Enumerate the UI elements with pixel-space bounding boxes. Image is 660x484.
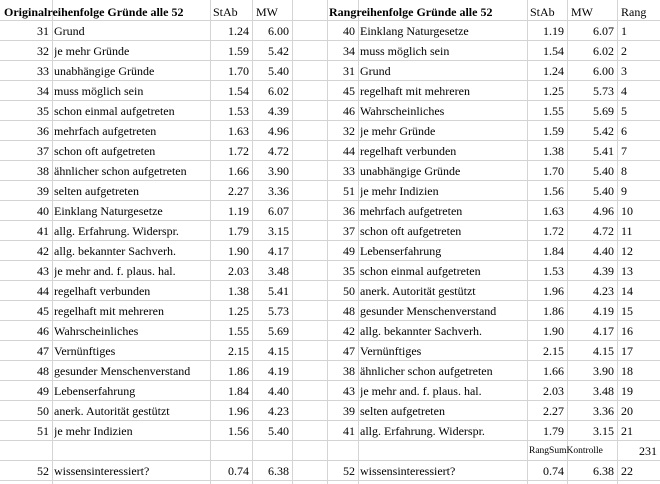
column-gridline xyxy=(292,0,293,484)
right-row-number[interactable]: 37 xyxy=(343,224,355,238)
right-row-rang[interactable]: 4 xyxy=(621,84,627,98)
left-row-number[interactable]: 34 xyxy=(37,84,49,98)
right-row-mw[interactable]: 4.23 xyxy=(593,284,614,298)
left-row-label[interactable]: Grund xyxy=(54,24,85,38)
right-row-number[interactable]: 39 xyxy=(343,404,355,418)
right-row-mw[interactable]: 6.00 xyxy=(593,64,614,78)
right-row-label[interactable]: Grund xyxy=(360,64,391,78)
right-row-number[interactable]: 46 xyxy=(343,104,355,118)
right-row-mw[interactable]: 4.40 xyxy=(593,244,614,258)
left-row-number[interactable]: 46 xyxy=(37,324,49,338)
right-row-label[interactable]: regelhaft verbunden xyxy=(360,144,457,158)
right-row-mw[interactable]: 4.17 xyxy=(593,324,614,338)
left-row-number[interactable]: 44 xyxy=(37,284,49,298)
right-row-stab[interactable]: 1.38 xyxy=(543,144,564,158)
right-row-stab[interactable]: 1.96 xyxy=(543,284,564,298)
column-gridline xyxy=(210,0,211,484)
left-row-number[interactable]: 31 xyxy=(37,24,49,38)
column-gridline xyxy=(52,0,53,484)
right-header-mw[interactable]: MW xyxy=(571,5,593,19)
right-row-number[interactable]: 33 xyxy=(343,164,355,178)
left-header-stab[interactable]: StAb xyxy=(213,5,238,19)
left-row-stab[interactable]: 1.96 xyxy=(228,404,249,418)
left-row-label[interactable]: anerk. Autorität gestützt xyxy=(54,404,170,418)
left-row-label[interactable]: schon einmal aufgetreten xyxy=(54,104,175,118)
left-row-stab[interactable]: 1.54 xyxy=(228,84,249,98)
right-row-mw[interactable]: 4.39 xyxy=(593,264,614,278)
left-row-number[interactable]: 38 xyxy=(37,164,49,178)
left-row-stab[interactable]: 1.24 xyxy=(228,24,249,38)
footer-right-stab[interactable]: 0.74 xyxy=(543,464,564,478)
left-row-number[interactable]: 48 xyxy=(37,364,49,378)
right-row-stab[interactable]: 1.24 xyxy=(543,64,564,78)
right-row-stab[interactable]: 1.55 xyxy=(543,104,564,118)
right-row-number[interactable]: 36 xyxy=(343,204,355,218)
left-row-number[interactable]: 51 xyxy=(37,424,49,438)
right-row-label[interactable]: regelhaft mit mehreren xyxy=(360,84,470,98)
right-row-mw[interactable]: 6.02 xyxy=(593,44,614,58)
left-row-mw[interactable]: 4.40 xyxy=(268,384,289,398)
right-row-number[interactable]: 49 xyxy=(343,244,355,258)
right-row-mw[interactable]: 5.69 xyxy=(593,104,614,118)
left-row-label[interactable]: schon oft aufgetreten xyxy=(54,144,156,158)
left-table-title[interactable]: Originalreihenfolge Gründe alle 52 xyxy=(4,5,184,19)
right-row-stab[interactable]: 2.15 xyxy=(543,344,564,358)
left-row-number[interactable]: 49 xyxy=(37,384,49,398)
left-row-label[interactable]: regelhaft mit mehreren xyxy=(54,304,164,318)
right-row-rang[interactable]: 9 xyxy=(621,184,627,198)
right-table-title[interactable]: Rangreihenfolge Gründe alle 52 xyxy=(329,5,493,19)
left-row-number[interactable]: 39 xyxy=(37,184,49,198)
left-row-mw[interactable]: 4.19 xyxy=(268,364,289,378)
right-row-stab[interactable]: 1.56 xyxy=(543,184,564,198)
right-row-number[interactable]: 31 xyxy=(343,64,355,78)
right-row-rang[interactable]: 5 xyxy=(621,104,627,118)
right-row-number[interactable]: 38 xyxy=(343,364,355,378)
right-row-mw[interactable]: 5.42 xyxy=(593,124,614,138)
left-row-stab[interactable]: 1.25 xyxy=(228,304,249,318)
left-row-stab[interactable]: 1.59 xyxy=(228,44,249,58)
right-row-rang[interactable]: 8 xyxy=(621,164,627,178)
right-row-label[interactable]: schon oft aufgetreten xyxy=(360,224,462,238)
footer-left-mw[interactable]: 6.38 xyxy=(268,464,289,478)
footer-right-label[interactable]: wissensinteressiert? xyxy=(360,464,456,478)
right-row-stab[interactable]: 1.72 xyxy=(543,224,564,238)
right-row-mw[interactable]: 3.48 xyxy=(593,384,614,398)
right-row-rang[interactable]: 17 xyxy=(621,344,633,358)
right-row-rang[interactable]: 1 xyxy=(621,24,627,38)
right-row-mw[interactable]: 5.73 xyxy=(593,84,614,98)
left-row-mw[interactable]: 3.15 xyxy=(268,224,289,238)
left-row-label[interactable]: muss möglich sein xyxy=(54,84,144,98)
right-row-number[interactable]: 44 xyxy=(343,144,355,158)
right-row-stab[interactable]: 1.79 xyxy=(543,424,564,438)
right-row-stab[interactable]: 1.19 xyxy=(543,24,564,38)
right-row-rang[interactable]: 2 xyxy=(621,44,627,58)
right-row-number[interactable]: 50 xyxy=(343,284,355,298)
left-row-stab[interactable]: 1.55 xyxy=(228,324,249,338)
right-row-rang[interactable]: 16 xyxy=(621,324,633,338)
right-row-rang[interactable]: 19 xyxy=(621,384,633,398)
left-row-mw[interactable]: 4.15 xyxy=(268,344,289,358)
right-row-stab[interactable]: 1.90 xyxy=(543,324,564,338)
left-row-mw[interactable]: 5.41 xyxy=(268,284,289,298)
right-row-rang[interactable]: 15 xyxy=(621,304,633,318)
left-row-mw[interactable]: 5.40 xyxy=(268,424,289,438)
right-row-stab[interactable]: 1.53 xyxy=(543,264,564,278)
right-row-label[interactable]: Vernünftiges xyxy=(360,344,422,358)
right-row-stab[interactable]: 1.54 xyxy=(543,44,564,58)
right-row-stab[interactable]: 1.59 xyxy=(543,124,564,138)
left-row-mw[interactable]: 6.00 xyxy=(268,24,289,38)
right-row-label[interactable]: ähnlicher schon aufgetreten xyxy=(360,364,493,378)
right-row-rang[interactable]: 3 xyxy=(621,64,627,78)
right-row-number[interactable]: 41 xyxy=(343,424,355,438)
right-row-mw[interactable]: 3.36 xyxy=(593,404,614,418)
left-row-mw[interactable]: 4.39 xyxy=(268,104,289,118)
right-row-stab[interactable]: 1.63 xyxy=(543,204,564,218)
left-row-label[interactable]: je mehr Indizien xyxy=(54,424,133,438)
right-row-mw[interactable]: 4.15 xyxy=(593,344,614,358)
rangsum-value[interactable]: 231 xyxy=(639,444,657,458)
right-row-stab[interactable]: 1.25 xyxy=(543,84,564,98)
left-row-stab[interactable]: 1.63 xyxy=(228,124,249,138)
left-row-number[interactable]: 43 xyxy=(37,264,49,278)
left-row-mw[interactable]: 5.42 xyxy=(268,44,289,58)
right-row-rang[interactable]: 10 xyxy=(621,204,633,218)
left-row-label[interactable]: gesunder Menschenverstand xyxy=(54,364,191,378)
left-row-stab[interactable]: 2.03 xyxy=(228,264,249,278)
right-row-mw[interactable]: 6.07 xyxy=(593,24,614,38)
left-row-label[interactable]: allg. Erfahrung. Widerspr. xyxy=(54,224,179,238)
left-row-mw[interactable]: 4.72 xyxy=(268,144,289,158)
left-row-mw[interactable]: 5.69 xyxy=(268,324,289,338)
right-row-label[interactable]: allg. Erfahrung. Widerspr. xyxy=(360,424,485,438)
right-row-mw[interactable]: 3.15 xyxy=(593,424,614,438)
column-gridline xyxy=(617,0,618,484)
right-row-label[interactable]: mehrfach aufgetreten xyxy=(360,204,463,218)
left-row-stab[interactable]: 2.15 xyxy=(228,344,249,358)
right-row-rang[interactable]: 14 xyxy=(621,284,633,298)
right-row-rang[interactable]: 6 xyxy=(621,124,627,138)
left-row-label[interactable]: Einklang Naturgesetze xyxy=(54,204,163,218)
right-row-label[interactable]: allg. bekannter Sachverh. xyxy=(360,324,482,338)
left-row-stab[interactable]: 1.79 xyxy=(228,224,249,238)
column-gridline xyxy=(567,0,568,484)
right-row-label[interactable]: je mehr Indizien xyxy=(360,184,439,198)
left-row-number[interactable]: 36 xyxy=(37,124,49,138)
left-row-label[interactable]: Lebenserfahrung xyxy=(54,384,136,398)
left-row-mw[interactable]: 6.07 xyxy=(268,204,289,218)
left-row-label[interactable]: selten aufgetreten xyxy=(54,184,139,198)
footer-left-label[interactable]: wissensinteressiert? xyxy=(54,464,150,478)
right-row-number[interactable]: 47 xyxy=(343,344,355,358)
right-row-number[interactable]: 40 xyxy=(343,24,355,38)
right-row-mw[interactable]: 3.90 xyxy=(593,364,614,378)
right-row-mw[interactable]: 4.19 xyxy=(593,304,614,318)
left-row-stab[interactable]: 1.38 xyxy=(228,284,249,298)
left-row-mw[interactable]: 4.17 xyxy=(268,244,289,258)
right-row-mw[interactable]: 4.96 xyxy=(593,204,614,218)
right-row-mw[interactable]: 5.40 xyxy=(593,164,614,178)
footer-left-number[interactable]: 52 xyxy=(37,464,49,478)
footer-left-stab[interactable]: 0.74 xyxy=(228,464,249,478)
left-row-mw[interactable]: 3.36 xyxy=(268,184,289,198)
left-row-number[interactable]: 37 xyxy=(37,144,49,158)
left-row-stab[interactable]: 1.19 xyxy=(228,204,249,218)
footer-right-number[interactable]: 52 xyxy=(343,464,355,478)
right-row-number[interactable]: 43 xyxy=(343,384,355,398)
left-row-mw[interactable]: 3.48 xyxy=(268,264,289,278)
left-row-number[interactable]: 33 xyxy=(37,64,49,78)
right-row-stab[interactable]: 2.27 xyxy=(543,404,564,418)
left-row-label[interactable]: Wahrscheinliches xyxy=(54,324,139,338)
left-row-stab[interactable]: 2.27 xyxy=(228,184,249,198)
right-row-rang[interactable]: 21 xyxy=(621,424,633,438)
right-row-mw[interactable]: 5.40 xyxy=(593,184,614,198)
right-row-label[interactable]: selten aufgetreten xyxy=(360,404,445,418)
right-row-rang[interactable]: 7 xyxy=(621,144,627,158)
right-row-label[interactable]: je mehr Gründe xyxy=(360,124,436,138)
right-row-stab[interactable]: 1.66 xyxy=(543,364,564,378)
rangsum-label[interactable]: RangSumKontrolle xyxy=(529,446,603,456)
left-row-number[interactable]: 40 xyxy=(37,204,49,218)
right-row-rang[interactable]: 18 xyxy=(621,364,633,378)
left-row-mw[interactable]: 4.23 xyxy=(268,404,289,418)
left-row-mw[interactable]: 5.73 xyxy=(268,304,289,318)
right-row-number[interactable]: 45 xyxy=(343,84,355,98)
right-row-number[interactable]: 34 xyxy=(343,44,355,58)
right-row-stab[interactable]: 1.86 xyxy=(543,304,564,318)
right-row-stab[interactable]: 1.70 xyxy=(543,164,564,178)
right-row-number[interactable]: 32 xyxy=(343,124,355,138)
left-row-mw[interactable]: 4.96 xyxy=(268,124,289,138)
right-row-label[interactable]: unabhängige Gründe xyxy=(360,164,461,178)
right-row-stab[interactable]: 2.03 xyxy=(543,384,564,398)
right-row-rang[interactable]: 12 xyxy=(621,244,633,258)
footer-right-mw[interactable]: 6.38 xyxy=(593,464,614,478)
left-row-stab[interactable]: 1.72 xyxy=(228,144,249,158)
column-gridline xyxy=(327,0,328,484)
left-row-mw[interactable]: 6.02 xyxy=(268,84,289,98)
right-row-number[interactable]: 42 xyxy=(343,324,355,338)
left-row-stab[interactable]: 1.70 xyxy=(228,64,249,78)
left-row-mw[interactable]: 3.90 xyxy=(268,164,289,178)
left-row-number[interactable]: 42 xyxy=(37,244,49,258)
left-row-label[interactable]: je mehr Gründe xyxy=(54,44,130,58)
left-header-mw[interactable]: MW xyxy=(256,5,278,19)
left-row-number[interactable]: 32 xyxy=(37,44,49,58)
left-row-stab[interactable]: 1.90 xyxy=(228,244,249,258)
left-row-stab[interactable]: 1.66 xyxy=(228,164,249,178)
right-row-label[interactable]: Einklang Naturgesetze xyxy=(360,24,469,38)
right-row-label[interactable]: je mehr and. f. plaus. hal. xyxy=(360,384,482,398)
left-row-mw[interactable]: 5.40 xyxy=(268,64,289,78)
right-row-label[interactable]: muss möglich sein xyxy=(360,44,450,58)
right-row-label[interactable]: gesunder Menschenverstand xyxy=(360,304,497,318)
left-row-stab[interactable]: 1.84 xyxy=(228,384,249,398)
right-row-rang[interactable]: 13 xyxy=(621,264,633,278)
left-row-number[interactable]: 35 xyxy=(37,104,49,118)
left-row-label[interactable]: allg. bekannter Sachverh. xyxy=(54,244,176,258)
right-row-label[interactable]: Wahrscheinliches xyxy=(360,104,445,118)
column-gridline xyxy=(358,0,359,484)
right-row-label[interactable]: schon einmal aufgetreten xyxy=(360,264,481,278)
right-row-rang[interactable]: 20 xyxy=(621,404,633,418)
right-row-label[interactable]: Lebenserfahrung xyxy=(360,244,442,258)
left-row-stab[interactable]: 1.56 xyxy=(228,424,249,438)
column-gridline xyxy=(252,0,253,484)
left-row-label[interactable]: regelhaft verbunden xyxy=(54,284,151,298)
left-row-stab[interactable]: 1.86 xyxy=(228,364,249,378)
left-row-number[interactable]: 50 xyxy=(37,404,49,418)
left-row-number[interactable]: 45 xyxy=(37,304,49,318)
footer-right-rang[interactable]: 22 xyxy=(621,464,633,478)
left-row-label[interactable]: mehrfach aufgetreten xyxy=(54,124,157,138)
right-row-number[interactable]: 48 xyxy=(343,304,355,318)
left-row-label[interactable]: ähnlicher schon aufgetreten xyxy=(54,164,187,178)
right-row-number[interactable]: 35 xyxy=(343,264,355,278)
right-row-stab[interactable]: 1.84 xyxy=(543,244,564,258)
right-header-rang[interactable]: Rang xyxy=(621,5,647,19)
column-gridline xyxy=(527,0,528,484)
right-header-stab[interactable]: StAb xyxy=(530,5,555,19)
left-row-label[interactable]: je mehr and. f. plaus. hal. xyxy=(54,264,176,278)
left-row-label[interactable]: Vernünftiges xyxy=(54,344,116,358)
left-row-number[interactable]: 41 xyxy=(37,224,49,238)
right-row-mw[interactable]: 5.41 xyxy=(593,144,614,158)
left-row-stab[interactable]: 1.53 xyxy=(228,104,249,118)
right-row-rang[interactable]: 11 xyxy=(621,224,633,238)
right-row-mw[interactable]: 4.72 xyxy=(593,224,614,238)
left-row-label[interactable]: unabhängige Gründe xyxy=(54,64,155,78)
right-row-number[interactable]: 51 xyxy=(343,184,355,198)
right-row-label[interactable]: anerk. Autorität gestützt xyxy=(360,284,476,298)
left-row-number[interactable]: 47 xyxy=(37,344,49,358)
